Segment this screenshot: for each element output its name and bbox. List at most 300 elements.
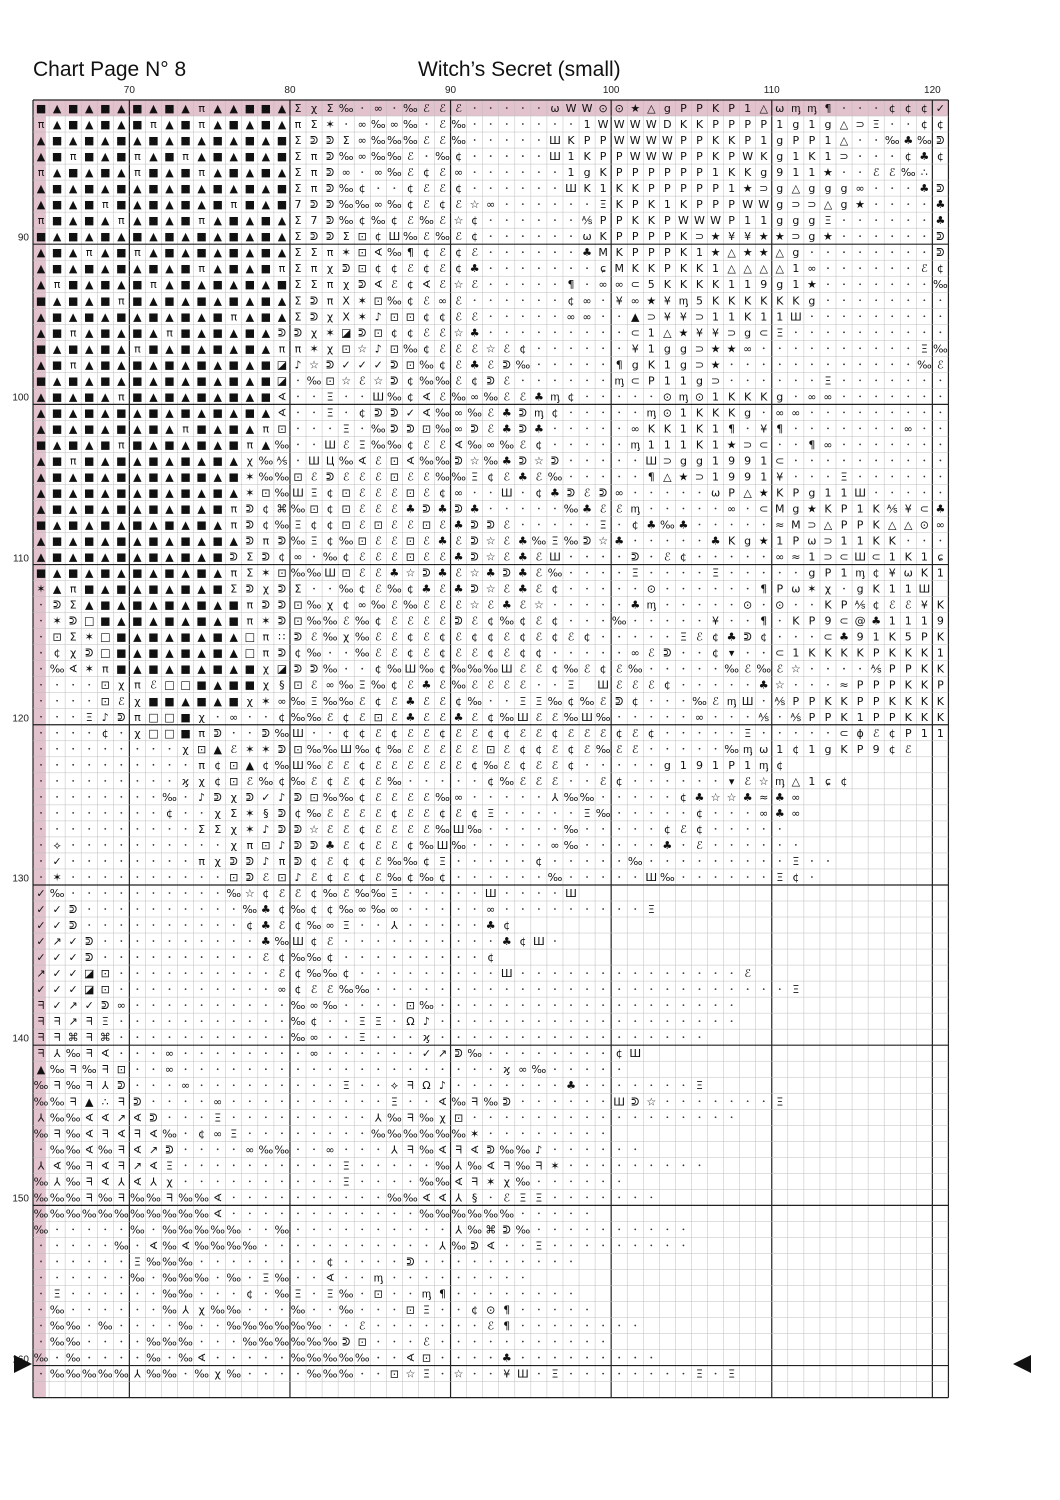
stitch-symbol: ⅍	[774, 694, 785, 708]
empty-cell-dot	[618, 860, 620, 862]
stitch-symbol: ■	[132, 518, 143, 532]
stitch-symbol: ∢	[357, 454, 367, 468]
stitch-symbol: K	[728, 534, 736, 548]
empty-cell-dot	[136, 1357, 138, 1359]
empty-cell-dot	[490, 1116, 492, 1118]
stitch-symbol: ■	[180, 534, 191, 548]
stitch-symbol: ¢	[406, 646, 414, 660]
empty-cell-dot	[811, 331, 813, 333]
empty-cell-dot	[120, 972, 122, 974]
stitch-symbol: ‰	[290, 694, 306, 708]
stitch-symbol: ≈	[759, 790, 769, 804]
stitch-symbol: ♪	[374, 342, 382, 356]
empty-cell-dot	[185, 1004, 187, 1006]
empty-cell-dot	[345, 1068, 347, 1070]
stitch-symbol: K	[872, 518, 880, 532]
stitch-symbol: ■	[100, 358, 111, 372]
empty-cell-dot	[683, 572, 685, 574]
stitch-symbol: ▲	[213, 102, 222, 116]
stitch-symbol: ‰	[290, 951, 306, 965]
stitch-symbol: Σ	[294, 150, 302, 164]
empty-cell-dot	[602, 988, 604, 990]
stitch-symbol: Ш	[500, 662, 513, 676]
empty-cell-dot	[377, 1084, 379, 1086]
stitch-symbol: Ш	[324, 438, 336, 452]
stitch-symbol: ‰	[563, 790, 579, 804]
stitch-symbol: ▲	[213, 294, 222, 308]
stitch-symbol: ∞	[791, 406, 801, 420]
stitch-symbol: P	[647, 230, 655, 244]
stitch-symbol: ℰ	[551, 774, 559, 788]
stitch-symbol: Σ	[294, 294, 302, 308]
stitch-symbol: P	[631, 198, 639, 212]
empty-cell-dot	[859, 460, 861, 462]
stitch-symbol: ■	[260, 230, 272, 244]
empty-cell-dot	[217, 1036, 219, 1038]
stitch-symbol: Ξ	[744, 726, 752, 740]
stitch-symbol: ¢	[712, 630, 720, 644]
empty-cell-dot	[554, 684, 556, 686]
empty-cell-dot	[120, 1293, 122, 1295]
stitch-symbol: ᕲ	[663, 646, 672, 660]
stitch-symbol: ■	[67, 102, 79, 116]
stitch-symbol: ‰	[81, 1063, 97, 1077]
stitch-symbol: ▲	[261, 438, 271, 452]
empty-cell-dot	[136, 1052, 138, 1054]
stitch-symbol: ▲	[52, 342, 62, 356]
empty-cell-dot	[201, 1068, 203, 1070]
empty-cell-dot	[554, 299, 556, 301]
stitch-symbol: ■	[180, 454, 191, 468]
stitch-symbol: ‰	[49, 662, 65, 676]
stitch-symbol: π	[310, 150, 318, 164]
empty-cell-dot	[602, 476, 604, 478]
stitch-symbol: ‰	[386, 774, 402, 788]
empty-cell-dot	[426, 1245, 428, 1247]
empty-cell-dot	[907, 267, 909, 269]
empty-cell-dot	[345, 123, 347, 125]
stitch-symbol: ᕲ	[326, 198, 335, 212]
stitch-symbol: ■	[212, 406, 223, 420]
stitch-symbol: ¢	[358, 870, 366, 884]
stitch-symbol: ■	[51, 198, 63, 212]
stitch-symbol: ▲	[149, 390, 158, 404]
empty-cell-dot	[683, 972, 685, 974]
stitch-symbol: ℰ	[664, 550, 671, 564]
stitch-symbol: Ш	[789, 310, 802, 324]
empty-cell-dot	[618, 572, 620, 574]
stitch-symbol: ‰	[290, 1015, 306, 1029]
stitch-symbol: Ξ	[101, 1015, 109, 1029]
stitch-symbol: 1	[712, 758, 720, 772]
stitch-symbol: ◪	[340, 326, 352, 340]
stitch-symbol: ℰ	[615, 502, 623, 516]
empty-cell-dot	[602, 844, 604, 846]
stitch-symbol: P	[921, 630, 928, 644]
stitch-symbol: ℰ	[407, 742, 414, 756]
empty-cell-dot	[345, 668, 347, 670]
stitch-symbol: χ	[198, 774, 205, 788]
stitch-symbol: W	[677, 214, 689, 228]
stitch-symbol: ᕲ	[326, 166, 335, 180]
stitch-symbol: ‰	[531, 1063, 547, 1077]
empty-cell-dot	[153, 1293, 155, 1295]
stitch-symbol: ▲	[68, 534, 78, 548]
stitch-symbol: K	[728, 294, 736, 308]
stitch-symbol: ♪	[278, 790, 286, 804]
empty-cell-dot	[136, 956, 138, 958]
stitch-symbol: ∞	[550, 838, 560, 852]
empty-cell-dot	[120, 828, 122, 830]
empty-cell-dot	[393, 107, 395, 109]
empty-cell-dot	[763, 556, 765, 558]
stitch-symbol: ▲	[84, 598, 94, 612]
empty-cell-dot	[618, 1196, 620, 1198]
stitch-symbol: ▲	[261, 198, 271, 212]
stitch-symbol: ■	[84, 182, 95, 196]
stitch-symbol: 1	[792, 262, 800, 276]
stitch-symbol: ᖷ	[53, 1079, 61, 1093]
empty-cell-dot	[634, 1325, 636, 1327]
stitch-symbol: ▲	[133, 470, 142, 484]
stitch-symbol: ᕲ	[599, 486, 608, 500]
empty-cell-dot	[554, 972, 556, 974]
stitch-symbol: ■	[196, 358, 207, 372]
empty-cell-dot	[249, 1068, 251, 1070]
empty-cell-dot	[169, 844, 171, 846]
stitch-symbol: ▲	[36, 262, 46, 276]
stitch-symbol: Σ	[310, 278, 318, 292]
empty-cell-dot	[56, 732, 58, 734]
stitch-symbol: ⅄	[455, 1159, 462, 1173]
empty-cell-dot	[474, 892, 476, 894]
empty-cell-dot	[410, 1277, 412, 1279]
stitch-symbol: K	[647, 214, 655, 228]
stitch-symbol: W	[742, 198, 754, 212]
empty-cell-dot	[538, 1116, 540, 1118]
empty-cell-dot	[538, 107, 540, 109]
empty-cell-dot	[522, 908, 524, 910]
stitch-symbol: ⊃	[662, 454, 672, 468]
empty-cell-dot	[522, 972, 524, 974]
empty-cell-dot	[153, 764, 155, 766]
stitch-symbol: ℰ	[439, 758, 446, 772]
stitch-symbol: 1	[920, 614, 928, 628]
stitch-symbol: ‰	[322, 886, 338, 900]
empty-cell-dot	[683, 1020, 685, 1022]
empty-cell-dot	[843, 428, 845, 430]
empty-cell-dot	[827, 267, 829, 269]
empty-cell-dot	[426, 1325, 428, 1327]
stitch-symbol: K	[711, 406, 720, 420]
stitch-symbol: Σ	[294, 262, 302, 276]
empty-cell-dot	[233, 924, 235, 926]
stitch-symbol: ■	[51, 262, 63, 276]
empty-cell-dot	[474, 492, 476, 494]
stitch-symbol: ✶	[550, 1159, 560, 1173]
empty-cell-dot	[233, 940, 235, 942]
empty-cell-dot	[795, 395, 797, 397]
stitch-symbol: ‰	[419, 1143, 434, 1157]
stitch-symbol: χ	[326, 262, 334, 276]
stitch-symbol: ᕲ	[293, 662, 303, 676]
stitch-symbol: Σ	[294, 582, 302, 596]
stitch-symbol: ▲	[117, 518, 126, 532]
stitch-symbol: ▲	[181, 374, 190, 388]
stitch-symbol: ▲	[117, 374, 126, 388]
stitch-symbol: 1	[824, 150, 832, 164]
empty-cell-dot	[891, 187, 893, 189]
stitch-symbol: ¢	[390, 678, 398, 692]
stitch-symbol: ᕲ	[390, 406, 399, 420]
stitch-symbol: ℰ	[374, 726, 382, 740]
stitch-symbol: 9	[744, 470, 752, 484]
stitch-symbol: ‰	[483, 454, 499, 468]
stitch-symbol: ¢	[294, 646, 302, 660]
stitch-symbol: ᶆ	[775, 774, 785, 788]
stitch-symbol: g	[679, 358, 687, 372]
stitch-symbol: ¢	[406, 326, 414, 340]
stitch-symbol: ▲	[261, 278, 271, 292]
stitch-symbol: ▲	[36, 454, 46, 468]
empty-cell-dot	[185, 1373, 187, 1375]
empty-cell-dot	[763, 988, 765, 990]
stitch-symbol: ⊡	[389, 342, 399, 356]
stitch-symbol: ♣	[260, 935, 271, 949]
stitch-symbol: ↗	[68, 1015, 78, 1029]
empty-cell-dot	[907, 540, 909, 542]
stitch-symbol: ‰	[386, 246, 402, 260]
stitch-symbol: K	[920, 710, 928, 724]
empty-cell-dot	[458, 908, 460, 910]
stitch-symbol: π	[310, 166, 318, 180]
stitch-symbol: ¢	[535, 854, 543, 868]
stitch-symbol: ■	[212, 150, 223, 164]
empty-cell-dot	[474, 1116, 476, 1118]
stitch-symbol: D	[663, 118, 672, 132]
stitch-symbol: ▲	[101, 534, 110, 548]
empty-cell-dot	[811, 460, 813, 462]
stitch-symbol: ▲	[133, 582, 142, 596]
stitch-symbol: Σ	[246, 566, 254, 580]
stitch-symbol: ‰	[162, 790, 177, 804]
stitch-symbol: 1	[760, 470, 768, 484]
empty-cell-dot	[88, 764, 90, 766]
empty-cell-dot	[490, 1261, 492, 1263]
stitch-symbol: ℰ	[262, 951, 270, 965]
empty-cell-dot	[345, 395, 347, 397]
stitch-symbol: ■	[180, 662, 191, 676]
empty-cell-dot	[699, 652, 701, 654]
stitch-symbol: ★	[678, 326, 689, 340]
empty-cell-dot	[570, 1148, 572, 1150]
stitch-symbol: 1	[712, 166, 720, 180]
stitch-symbol: Σ	[294, 278, 302, 292]
empty-cell-dot	[72, 764, 74, 766]
empty-cell-dot	[120, 844, 122, 846]
stitch-symbol: ■	[84, 454, 95, 468]
empty-cell-dot	[313, 1212, 315, 1214]
empty-cell-dot	[474, 155, 476, 157]
stitch-symbol: ▲	[101, 150, 110, 164]
stitch-symbol: 9	[728, 470, 736, 484]
stitch-symbol: ▲	[197, 454, 206, 468]
stitch-symbol: ∞	[823, 438, 833, 452]
empty-cell-dot	[602, 1148, 604, 1150]
stitch-symbol: ■	[84, 550, 95, 564]
stitch-symbol: ᕲ	[277, 742, 287, 756]
empty-cell-dot	[233, 1341, 235, 1343]
stitch-symbol: ‰	[370, 214, 386, 228]
empty-cell-dot	[153, 1036, 155, 1038]
stitch-symbol: Ш	[452, 822, 465, 836]
stitch-symbol: ¢	[326, 903, 334, 917]
stitch-symbol: ¢	[471, 214, 479, 228]
stitch-symbol: ¢	[792, 870, 800, 884]
stitch-symbol: △	[904, 518, 913, 532]
stitch-symbol: ω	[903, 566, 913, 580]
stitch-symbol: ‰	[33, 1207, 49, 1221]
stitch-symbol: g	[631, 358, 639, 372]
empty-cell-dot	[377, 988, 379, 990]
empty-cell-dot	[120, 892, 122, 894]
stitch-symbol: ‰	[258, 470, 274, 484]
stitch-symbol: ♣	[501, 598, 512, 612]
stitch-symbol: ¢	[439, 358, 447, 372]
stitch-symbol: ¢	[326, 518, 334, 532]
stitch-symbol: ⊂	[839, 614, 849, 628]
stitch-symbol: ▲	[229, 630, 238, 644]
empty-cell-dot	[249, 716, 251, 718]
empty-cell-dot	[506, 1036, 508, 1038]
stitch-symbol: K	[695, 278, 704, 292]
empty-cell-dot	[40, 812, 42, 814]
empty-cell-dot	[586, 476, 588, 478]
stitch-symbol: ᕲ	[245, 582, 254, 596]
stitch-symbol: ¶	[503, 1303, 511, 1317]
stitch-symbol: 1	[888, 582, 896, 596]
stitch-symbol: Ш	[533, 935, 545, 949]
stitch-symbol: ¢	[439, 486, 447, 500]
empty-cell-dot	[875, 379, 877, 381]
stitch-symbol: P	[631, 246, 639, 260]
stitch-symbol: 1	[712, 438, 720, 452]
stitch-symbol: ℰ	[680, 822, 687, 836]
stitch-symbol: △	[839, 118, 849, 132]
stitch-symbol: ■	[212, 134, 223, 148]
stitch-symbol: ▲	[165, 342, 174, 356]
stitch-symbol: ‰	[33, 1079, 49, 1093]
stitch-symbol: ¢	[422, 166, 430, 180]
empty-cell-dot	[442, 1373, 444, 1375]
stitch-symbol: ¢	[310, 518, 318, 532]
stitch-symbol: P	[808, 710, 816, 724]
stitch-symbol: 1	[856, 710, 864, 724]
stitch-symbol: ¢	[406, 294, 414, 308]
stitch-symbol: ᕲ	[743, 630, 752, 644]
stitch-symbol: ■	[100, 438, 111, 452]
empty-cell-dot	[699, 588, 701, 590]
stitch-symbol: ⌘	[67, 1031, 79, 1045]
stitch-symbol: ▲	[149, 358, 158, 372]
empty-cell-dot	[458, 892, 460, 894]
stitch-symbol: ⊡	[277, 422, 287, 436]
empty-cell-dot	[634, 828, 636, 830]
empty-cell-dot	[634, 476, 636, 478]
stitch-symbol: ℰ	[535, 582, 543, 596]
stitch-symbol: ‰	[322, 1351, 338, 1365]
stitch-symbol: ■	[67, 438, 79, 452]
stitch-symbol: ⊡	[486, 742, 496, 756]
stitch-symbol: π	[85, 246, 93, 260]
stitch-symbol: ♣	[453, 518, 464, 532]
empty-cell-dot	[666, 1084, 668, 1086]
stitch-symbol: ⊂	[759, 502, 769, 516]
stitch-symbol: ∞	[293, 550, 303, 564]
empty-cell-dot	[458, 1309, 460, 1311]
empty-cell-dot	[763, 876, 765, 878]
empty-cell-dot	[265, 1116, 267, 1118]
stitch-symbol: W	[565, 102, 577, 116]
stitch-symbol: ¶	[776, 422, 784, 436]
empty-cell-dot	[522, 1293, 524, 1295]
stitch-symbol: ᕲ	[550, 454, 560, 468]
stitch-symbol: ▲	[213, 518, 222, 532]
empty-cell-dot	[201, 1261, 203, 1263]
stitch-symbol: ▲	[181, 246, 190, 260]
empty-cell-dot	[136, 796, 138, 798]
stitch-symbol: ℰ	[358, 694, 366, 708]
stitch-symbol: ∞	[823, 390, 833, 404]
stitch-symbol: ‰	[370, 118, 386, 132]
stitch-symbol: ♣	[742, 790, 753, 804]
stitch-symbol: ▲	[229, 342, 238, 356]
stitch-symbol: Σ	[342, 134, 350, 148]
stitch-symbol: ℰ	[326, 935, 334, 949]
empty-cell-dot	[923, 283, 925, 285]
stitch-symbol: ⅄	[455, 1191, 462, 1205]
stitch-symbol: ℰ	[471, 678, 478, 692]
stitch-symbol: ▲	[36, 198, 46, 212]
stitch-symbol: ⅍	[581, 214, 593, 228]
empty-cell-dot	[104, 1293, 106, 1295]
empty-cell-dot	[763, 411, 765, 413]
empty-cell-dot	[40, 1309, 42, 1311]
empty-cell-dot	[329, 588, 331, 590]
stitch-symbol: △	[775, 262, 785, 276]
empty-cell-dot	[699, 620, 701, 622]
stitch-symbol: ᕲ	[133, 1095, 142, 1109]
empty-cell-dot	[522, 1100, 524, 1102]
stitch-symbol: ϗ	[503, 1063, 511, 1077]
stitch-symbol: χ	[198, 710, 205, 724]
empty-cell-dot	[410, 1293, 412, 1295]
stitch-symbol: P	[696, 150, 703, 164]
stitch-symbol: ‰	[242, 903, 258, 917]
stitch-symbol: Ξ	[294, 518, 302, 532]
stitch-symbol: ∞	[630, 422, 640, 436]
stitch-symbol: K	[615, 246, 623, 260]
empty-cell-dot	[393, 1068, 395, 1070]
stitch-symbol: ℰ	[391, 518, 398, 532]
empty-cell-dot	[490, 299, 492, 301]
stitch-symbol: ᖷ	[134, 1127, 141, 1141]
empty-cell-dot	[811, 411, 813, 413]
stitch-symbol: ‰	[65, 1207, 81, 1221]
stitch-symbol: ‰	[322, 550, 338, 564]
empty-cell-dot	[891, 219, 893, 221]
stitch-symbol: ∞	[213, 1095, 223, 1109]
